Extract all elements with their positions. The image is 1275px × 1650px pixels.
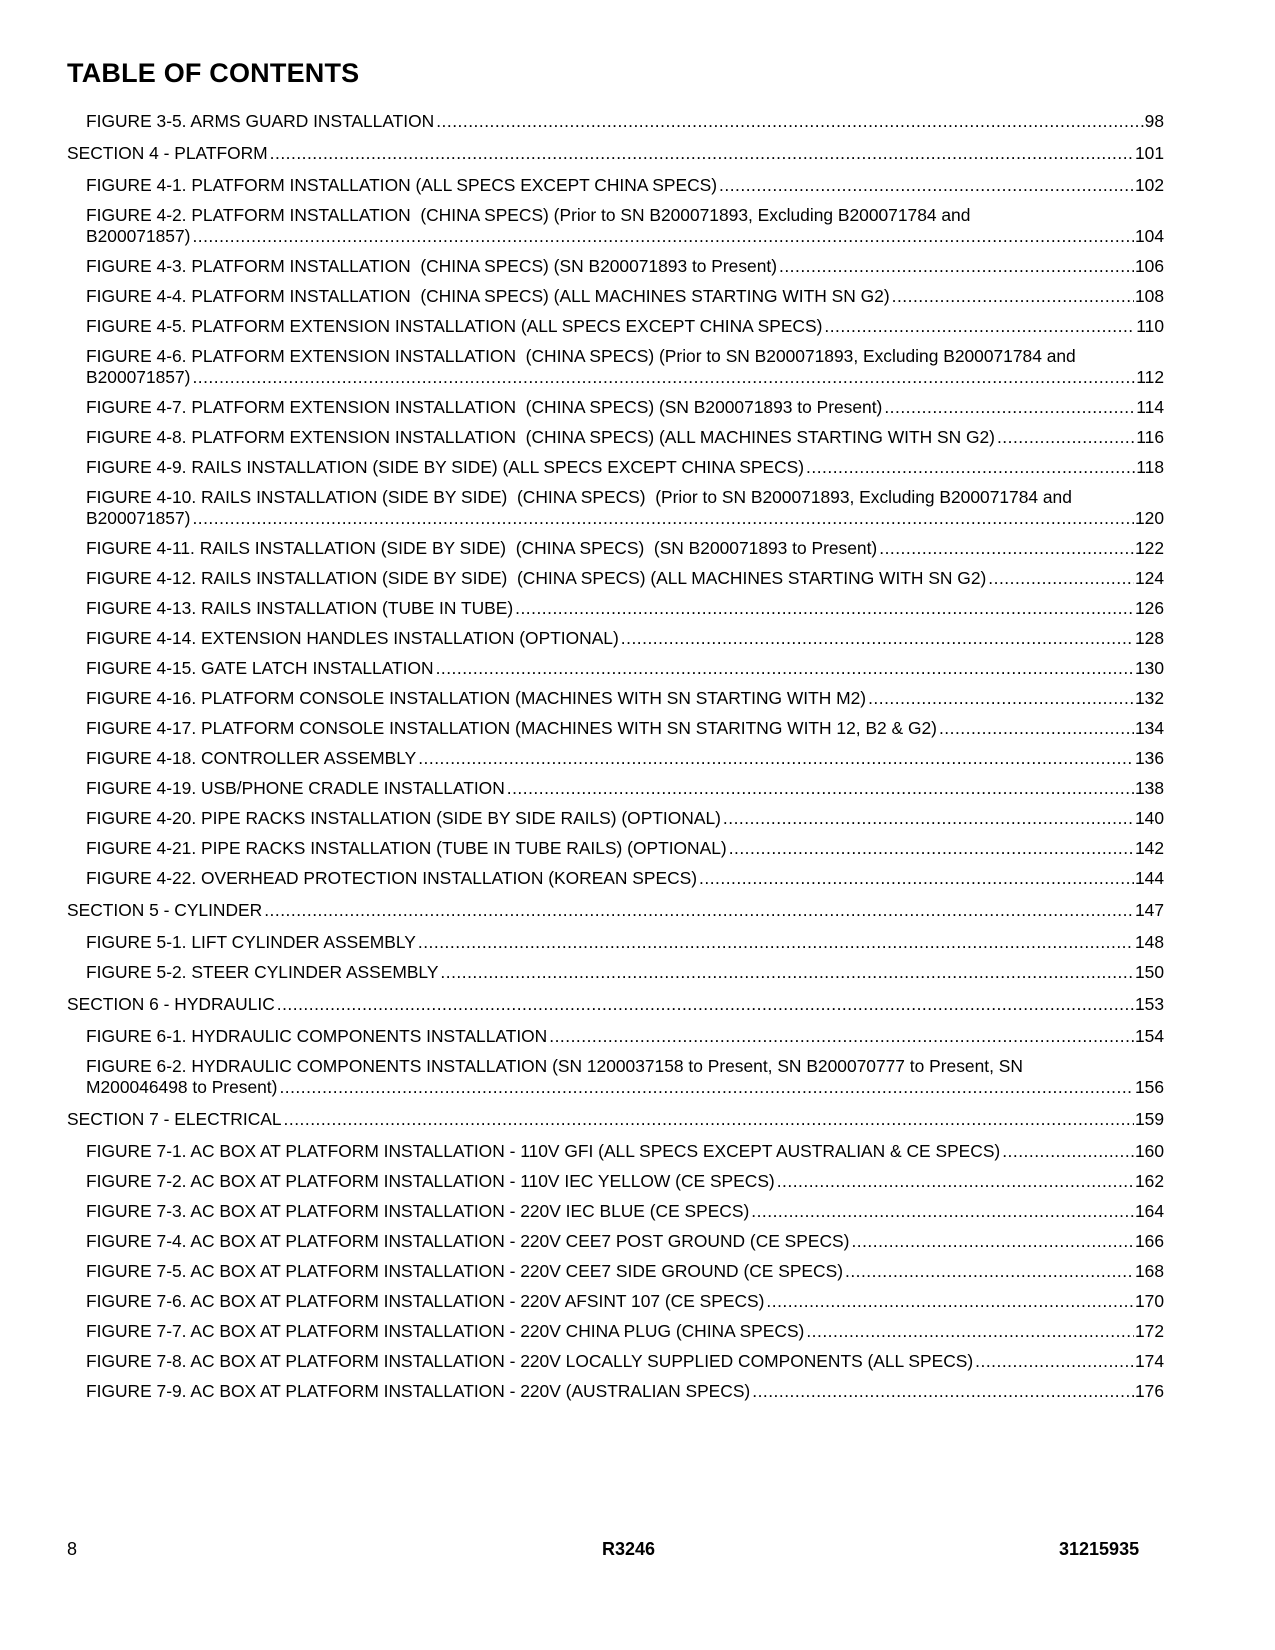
dot-leader bbox=[723, 808, 1134, 829]
toc-entry-title: FIGURE 7-1. AC BOX AT PLATFORM INSTALLATION - 110V GFI (ALL SPECS EXCEPT AUSTRALIAN & CE SPECS) bbox=[86, 1141, 1001, 1161]
toc-entry-figure[interactable] bbox=[67, 1321, 1164, 1342]
dot-leader bbox=[549, 1026, 1134, 1047]
toc-entry-title: SECTION 5 - CYLINDER bbox=[67, 900, 263, 920]
dot-leader bbox=[879, 538, 1134, 559]
toc-entry-figure[interactable] bbox=[67, 568, 1164, 589]
toc-entry-title: FIGURE 4-5. PLATFORM EXTENSION INSTALLATION (ALL SPECS EXCEPT CHINA SPECS) bbox=[86, 316, 823, 336]
dot-leader bbox=[699, 868, 1134, 889]
dot-leader bbox=[192, 226, 1134, 247]
dot-leader bbox=[440, 962, 1134, 983]
toc-entry-figure[interactable] bbox=[67, 808, 1164, 829]
toc-entry-page: 138 bbox=[1134, 778, 1164, 798]
toc-entry-page: 124 bbox=[1134, 568, 1164, 588]
table-of-contents bbox=[67, 111, 1164, 1402]
toc-entry-page: 112 bbox=[1136, 367, 1164, 387]
toc-entry-title: FIGURE 4-21. PIPE RACKS INSTALLATION (TUBE IN TUBE RAILS) (OPTIONAL) bbox=[86, 838, 727, 858]
toc-entry-figure[interactable] bbox=[67, 487, 1164, 529]
toc-entry-title: FIGURE 7-8. AC BOX AT PLATFORM INSTALLATION - 220V LOCALLY SUPPLIED COMPONENTS (ALL SPECS) bbox=[86, 1351, 974, 1371]
toc-entry-page: 174 bbox=[1134, 1351, 1164, 1371]
toc-entry-page: 164 bbox=[1134, 1201, 1164, 1221]
dot-leader bbox=[884, 397, 1135, 418]
toc-entry-title: B200071857) bbox=[86, 226, 191, 246]
toc-entry-title: FIGURE 4-19. USB/PHONE CRADLE INSTALLATION bbox=[86, 778, 505, 798]
toc-entry-page: 104 bbox=[1134, 226, 1164, 246]
toc-entry-title: FIGURE 4-1. PLATFORM INSTALLATION (ALL SPECS EXCEPT CHINA SPECS) bbox=[86, 175, 718, 195]
toc-entry-title: B200071857) bbox=[86, 367, 191, 387]
dot-leader bbox=[777, 1171, 1134, 1192]
toc-entry-figure[interactable] bbox=[67, 1201, 1164, 1222]
dot-leader bbox=[719, 175, 1134, 196]
dot-leader bbox=[729, 838, 1134, 859]
toc-entry-figure[interactable] bbox=[67, 932, 1164, 953]
toc-entry-title: FIGURE 3-5. ARMS GUARD INSTALLATION bbox=[86, 111, 435, 131]
toc-entry-title: FIGURE 4-12. RAILS INSTALLATION (SIDE BY SIDE) (CHINA SPECS) (ALL MACHINES STARTING WITH SN G2) bbox=[86, 568, 987, 588]
dot-leader bbox=[752, 1381, 1134, 1402]
dot-leader bbox=[824, 316, 1135, 337]
dot-leader bbox=[939, 718, 1134, 739]
toc-entry-figure[interactable] bbox=[67, 628, 1164, 649]
toc-entry-page: 132 bbox=[1134, 688, 1164, 708]
toc-entry-figure[interactable] bbox=[67, 457, 1164, 478]
dot-leader bbox=[436, 111, 1143, 132]
toc-entry-figure[interactable] bbox=[67, 316, 1164, 337]
footer-part-number: 31215935 bbox=[1059, 1539, 1140, 1559]
toc-entry-page: 108 bbox=[1134, 286, 1164, 306]
dot-leader bbox=[851, 1231, 1134, 1252]
toc-entry-title: B200071857) bbox=[86, 508, 191, 528]
toc-entry-figure[interactable] bbox=[67, 1261, 1164, 1282]
dot-leader bbox=[515, 598, 1134, 619]
toc-entry-figure[interactable] bbox=[67, 1026, 1164, 1047]
toc-entry-page: 120 bbox=[1134, 508, 1164, 528]
toc-entry-title: SECTION 4 - PLATFORM bbox=[67, 143, 268, 163]
toc-entry-title: FIGURE 4-10. RAILS INSTALLATION (SIDE BY SIDE) (CHINA SPECS) (Prior to SN B200071893, Excluding B200071784 and bbox=[86, 487, 1072, 507]
dot-leader bbox=[277, 994, 1134, 1015]
toc-entry-title: FIGURE 6-1. HYDRAULIC COMPONENTS INSTALLATION bbox=[86, 1026, 548, 1046]
toc-entry-title: FIGURE 4-3. PLATFORM INSTALLATION (CHINA SPECS) (SN B200071893 to Present) bbox=[86, 256, 778, 276]
toc-entry-title: FIGURE 4-7. PLATFORM EXTENSION INSTALLATION (CHINA SPECS) (SN B200071893 to Present) bbox=[86, 397, 883, 417]
toc-entry-page: 102 bbox=[1134, 175, 1164, 195]
toc-entry-page: 170 bbox=[1134, 1291, 1164, 1311]
toc-entry-figure[interactable] bbox=[67, 1381, 1164, 1402]
toc-entry-title: SECTION 7 - ELECTRICAL bbox=[67, 1109, 282, 1129]
toc-entry-figure[interactable] bbox=[67, 538, 1164, 559]
toc-entry-title: FIGURE 4-16. PLATFORM CONSOLE INSTALLATION (MACHINES WITH SN STARTING WITH M2) bbox=[86, 688, 867, 708]
toc-entry-title: FIGURE 4-18. CONTROLLER ASSEMBLY bbox=[86, 748, 417, 768]
toc-entry-title: FIGURE 4-6. PLATFORM EXTENSION INSTALLATION (CHINA SPECS) (Prior to SN B200071893, Excluding B200071784 and bbox=[86, 346, 1076, 366]
toc-entry-page: 114 bbox=[1136, 397, 1164, 417]
toc-entry-section[interactable] bbox=[67, 994, 1164, 1015]
toc-entry-figure[interactable] bbox=[67, 778, 1164, 799]
toc-entry-page: 172 bbox=[1134, 1321, 1164, 1341]
dot-leader bbox=[806, 1321, 1134, 1342]
toc-entry-page: 98 bbox=[1144, 111, 1164, 131]
toc-entry-page: 147 bbox=[1134, 900, 1164, 920]
toc-entry-section[interactable] bbox=[67, 1109, 1164, 1130]
dot-leader bbox=[806, 457, 1135, 478]
toc-entry-page: 140 bbox=[1134, 808, 1164, 828]
toc-entry-page: 110 bbox=[1136, 316, 1164, 336]
toc-entry-figure[interactable] bbox=[67, 1171, 1164, 1192]
toc-entry-figure[interactable] bbox=[67, 1141, 1164, 1162]
toc-entry-title: FIGURE 4-15. GATE LATCH INSTALLATION bbox=[86, 658, 434, 678]
toc-entry-title: FIGURE 5-1. LIFT CYLINDER ASSEMBLY bbox=[86, 932, 416, 952]
dot-leader bbox=[284, 1109, 1134, 1130]
toc-entry-figure[interactable] bbox=[67, 1056, 1164, 1098]
toc-entry-figure[interactable] bbox=[67, 346, 1164, 388]
toc-entry-figure[interactable] bbox=[67, 688, 1164, 709]
toc-entry-section[interactable] bbox=[67, 900, 1164, 921]
toc-entry-page: 144 bbox=[1134, 868, 1164, 888]
toc-entry-figure[interactable] bbox=[67, 838, 1164, 859]
toc-entry-figure[interactable] bbox=[67, 427, 1164, 448]
toc-entry-title: FIGURE 7-4. AC BOX AT PLATFORM INSTALLATION - 220V CEE7 POST GROUND (CE SPECS) bbox=[86, 1231, 850, 1251]
footer-page-number: 8 bbox=[67, 1539, 78, 1559]
dot-leader bbox=[270, 143, 1134, 164]
dot-leader bbox=[264, 900, 1134, 921]
dot-leader bbox=[621, 628, 1134, 649]
toc-entry-figure[interactable] bbox=[67, 658, 1164, 679]
toc-entry-page: 153 bbox=[1134, 994, 1164, 1014]
dot-leader bbox=[507, 778, 1134, 799]
dot-leader bbox=[988, 568, 1134, 589]
dot-leader bbox=[766, 1291, 1134, 1312]
toc-entry-figure[interactable] bbox=[67, 397, 1164, 418]
toc-entry-page: 162 bbox=[1134, 1171, 1164, 1191]
toc-entry-page: 160 bbox=[1134, 1141, 1164, 1161]
toc-entry-title: FIGURE 4-22. OVERHEAD PROTECTION INSTALLATION (KOREAN SPECS) bbox=[86, 868, 698, 888]
toc-entry-title: SECTION 6 - HYDRAULIC bbox=[67, 994, 275, 1014]
toc-entry-figure[interactable] bbox=[67, 1291, 1164, 1312]
toc-entry-page: 148 bbox=[1134, 932, 1164, 952]
dot-leader bbox=[779, 256, 1134, 277]
footer-document-code: R3246 bbox=[602, 1539, 656, 1559]
toc-entry-title: FIGURE 4-20. PIPE RACKS INSTALLATION (SIDE BY SIDE RAILS) (OPTIONAL) bbox=[86, 808, 721, 828]
toc-entry-figure[interactable] bbox=[67, 1231, 1164, 1252]
toc-entry-title: FIGURE 4-2. PLATFORM INSTALLATION (CHINA SPECS) (Prior to SN B200071893, Excluding B200071784 and bbox=[86, 205, 971, 225]
toc-entry-page: 150 bbox=[1134, 962, 1164, 982]
toc-entry-title: FIGURE 4-4. PLATFORM INSTALLATION (CHINA SPECS) (ALL MACHINES STARTING WITH SN G2) bbox=[86, 286, 890, 306]
toc-entry-title: FIGURE 4-8. PLATFORM EXTENSION INSTALLATION (CHINA SPECS) (ALL MACHINES STARTING WITH SN G2) bbox=[86, 427, 995, 447]
toc-entry-figure[interactable] bbox=[67, 175, 1164, 196]
toc-entry-figure[interactable] bbox=[67, 962, 1164, 983]
toc-entry-page: 116 bbox=[1136, 427, 1164, 447]
toc-entry-page: 128 bbox=[1134, 628, 1164, 648]
toc-entry-page: 126 bbox=[1134, 598, 1164, 618]
toc-entry-figure[interactable] bbox=[67, 256, 1164, 277]
toc-entry-figure[interactable] bbox=[67, 205, 1164, 247]
toc-entry-page: 130 bbox=[1134, 658, 1164, 678]
toc-entry-title: M200046498 to Present) bbox=[86, 1077, 278, 1097]
dot-leader bbox=[1002, 1141, 1134, 1162]
toc-entry-section[interactable] bbox=[67, 143, 1164, 164]
toc-entry-page: 134 bbox=[1134, 718, 1164, 738]
dot-leader bbox=[192, 508, 1134, 529]
toc-entry-page: 154 bbox=[1134, 1026, 1164, 1046]
dot-leader bbox=[892, 286, 1134, 307]
toc-entry-page: 166 bbox=[1134, 1231, 1164, 1251]
page-title: TABLE OF CONTENTS bbox=[67, 58, 360, 88]
dot-leader bbox=[845, 1261, 1134, 1282]
toc-entry-title: FIGURE 7-7. AC BOX AT PLATFORM INSTALLATION - 220V CHINA PLUG (CHINA SPECS) bbox=[86, 1321, 805, 1341]
dot-leader bbox=[418, 748, 1134, 769]
toc-entry-title: FIGURE 4-17. PLATFORM CONSOLE INSTALLATION (MACHINES WITH SN STARITNG WITH 12, B2 & G2) bbox=[86, 718, 937, 738]
toc-entry-title: FIGURE 4-11. RAILS INSTALLATION (SIDE BY SIDE) (CHINA SPECS) (SN B200071893 to Present) bbox=[86, 538, 878, 558]
toc-entry-title: FIGURE 4-14. EXTENSION HANDLES INSTALLATION (OPTIONAL) bbox=[86, 628, 619, 648]
toc-entry-title: FIGURE 4-9. RAILS INSTALLATION (SIDE BY SIDE) (ALL SPECS EXCEPT CHINA SPECS) bbox=[86, 457, 805, 477]
dot-leader bbox=[997, 427, 1135, 448]
toc-entry-page: 122 bbox=[1134, 538, 1164, 558]
toc-entry-page: 156 bbox=[1134, 1077, 1164, 1097]
toc-entry-figure[interactable] bbox=[67, 748, 1164, 769]
toc-entry-title: FIGURE 7-5. AC BOX AT PLATFORM INSTALLATION - 220V CEE7 SIDE GROUND (CE SPECS) bbox=[86, 1261, 843, 1281]
toc-entry-title: FIGURE 4-13. RAILS INSTALLATION (TUBE IN TUBE) bbox=[86, 598, 514, 618]
toc-entry-figure[interactable] bbox=[67, 286, 1164, 307]
dot-leader bbox=[751, 1201, 1134, 1222]
toc-entry-page: 159 bbox=[1134, 1109, 1164, 1129]
toc-entry-page: 142 bbox=[1134, 838, 1164, 858]
toc-entry-title: FIGURE 7-9. AC BOX AT PLATFORM INSTALLATION - 220V (AUSTRALIAN SPECS) bbox=[86, 1381, 751, 1401]
toc-entry-figure[interactable] bbox=[67, 1351, 1164, 1372]
toc-entry-title: FIGURE 6-2. HYDRAULIC COMPONENTS INSTALLATION (SN 1200037158 to Present, SN B200070777 to Present, SN bbox=[86, 1056, 1023, 1076]
dot-leader bbox=[868, 688, 1134, 709]
toc-entry-page: 168 bbox=[1134, 1261, 1164, 1281]
toc-entry-title: FIGURE 7-2. AC BOX AT PLATFORM INSTALLATION - 110V IEC YELLOW (CE SPECS) bbox=[86, 1171, 775, 1191]
toc-entry-figure[interactable] bbox=[67, 598, 1164, 619]
toc-entry-figure[interactable] bbox=[67, 868, 1164, 889]
dot-leader bbox=[418, 932, 1134, 953]
toc-entry-page: 176 bbox=[1134, 1381, 1164, 1401]
toc-entry-title: FIGURE 7-6. AC BOX AT PLATFORM INSTALLATION - 220V AFSINT 107 (CE SPECS) bbox=[86, 1291, 765, 1311]
toc-entry-title: FIGURE 7-3. AC BOX AT PLATFORM INSTALLATION - 220V IEC BLUE (CE SPECS) bbox=[86, 1201, 750, 1221]
toc-entry-figure[interactable] bbox=[67, 718, 1164, 739]
toc-entry-page: 101 bbox=[1134, 143, 1164, 163]
dot-leader bbox=[975, 1351, 1134, 1372]
toc-entry-page: 136 bbox=[1134, 748, 1164, 768]
dot-leader bbox=[279, 1077, 1134, 1098]
toc-entry-title: FIGURE 5-2. STEER CYLINDER ASSEMBLY bbox=[86, 962, 439, 982]
dot-leader bbox=[192, 367, 1135, 388]
toc-entry-page: 118 bbox=[1136, 457, 1164, 477]
toc-entry-figure[interactable] bbox=[67, 111, 1164, 132]
dot-leader bbox=[436, 658, 1134, 679]
toc-entry-page: 106 bbox=[1134, 256, 1164, 276]
